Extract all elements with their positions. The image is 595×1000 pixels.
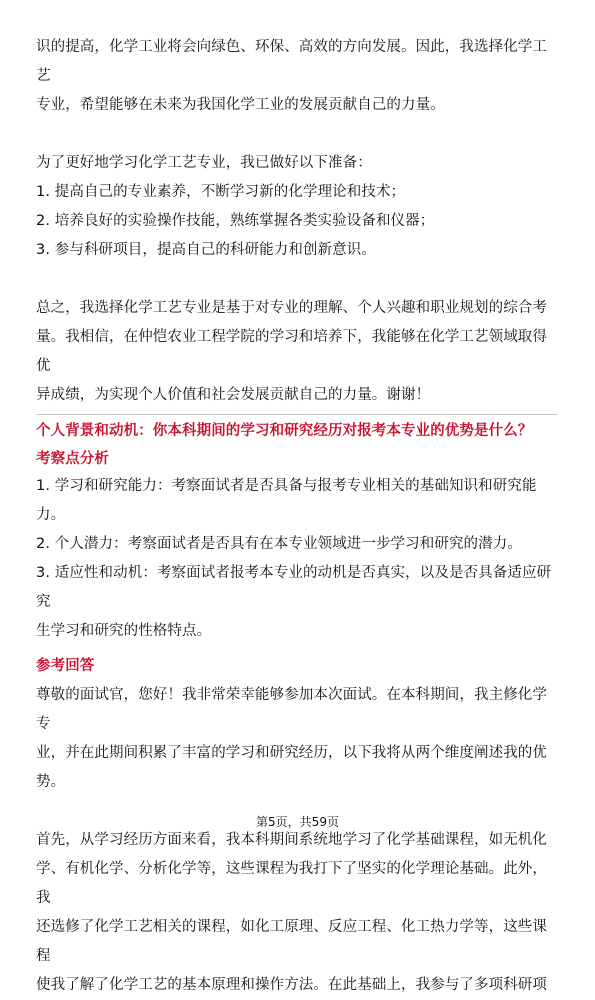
answer-line: 首先，从学习经历方面来看，我本科期间系统地学习了化学基础课程，如无机化: [36, 832, 547, 848]
answer-heading: 参考回答: [36, 658, 95, 674]
paragraph-line: 识的提高，化学工业将会向绿色、环保、高效的方向发展。因此，我选择化学工艺: [36, 39, 547, 84]
paragraph-line: 专业，希望能够在未来为我国化学工业的发展贡献自己的力量。: [36, 97, 445, 113]
analysis-item: 1. 学习和研究能力：考察面试者是否具备与报考专业相关的基础知识和研究能力。: [36, 478, 537, 523]
question-title: 个人背景和动机：你本科期间的学习和研究经历对报考本专业的优势是什么？: [36, 423, 533, 439]
analysis-heading: 考察点分析: [36, 451, 109, 467]
summary-line: 总之，我选择化学工艺专业是基于对专业的理解、个人兴趣和职业规划的综合考: [36, 300, 547, 316]
answer-line: 势。: [36, 774, 66, 790]
analysis-item: 生学习和研究的性格特点。: [36, 623, 212, 639]
summary-line: 异成绩，为实现个人价值和社会发展贡献自己的力量。谢谢！: [36, 387, 431, 403]
answer-line: 学、有机化学、分析化学等，这些课程为我打下了坚实的化学理论基础。此外，我: [36, 861, 547, 906]
paragraph-gap: [36, 120, 558, 149]
summary-line: 量。我相信，在仲恺农业工程学院的学习和培养下，我能够在化学工艺领域取得优: [36, 329, 547, 374]
analysis-item: 2. 个人潜力：考察面试者是否具有在本专业领域进一步学习和研究的潜力。: [36, 536, 522, 552]
preparation-item: 1. 提高自己的专业素养，不断学习新的化学理论和技术；: [36, 184, 406, 200]
page-number: 第5页，共59页: [256, 815, 339, 829]
answer-line: 尊敬的面试官，您好！我非常荣幸能够参加本次面试。在本科期间，我主修化学专: [36, 687, 547, 732]
preparation-intro: 为了更好地学习化学工艺专业，我已做好以下准备：: [36, 155, 372, 171]
section-divider: [36, 414, 558, 415]
preparation-item: 2. 培养良好的实验操作技能，熟练掌握各类实验设备和仪器；: [36, 213, 435, 229]
answer-line: 业，并在此期间积累了丰富的学习和研究经历，以下我将从两个维度阐述我的优: [36, 745, 547, 761]
analysis-item: 3. 适应性和动机：考察面试者报考本专业的动机是否真实，以及是否具备适应研究: [36, 565, 552, 610]
answer-line: 使我了解了化学工艺的基本原理和操作方法。在此基础上，我参与了多项科研项: [36, 977, 547, 993]
paragraph-gap: [36, 265, 558, 294]
page-content: [36, 33, 558, 1000]
answer-line: 还选修了化学工艺相关的课程，如化工原理、反应工程、化工热力学等，这些课程: [36, 919, 547, 964]
preparation-item: 3. 参与科研项目，提高自己的科研能力和创新意识。: [36, 242, 376, 258]
